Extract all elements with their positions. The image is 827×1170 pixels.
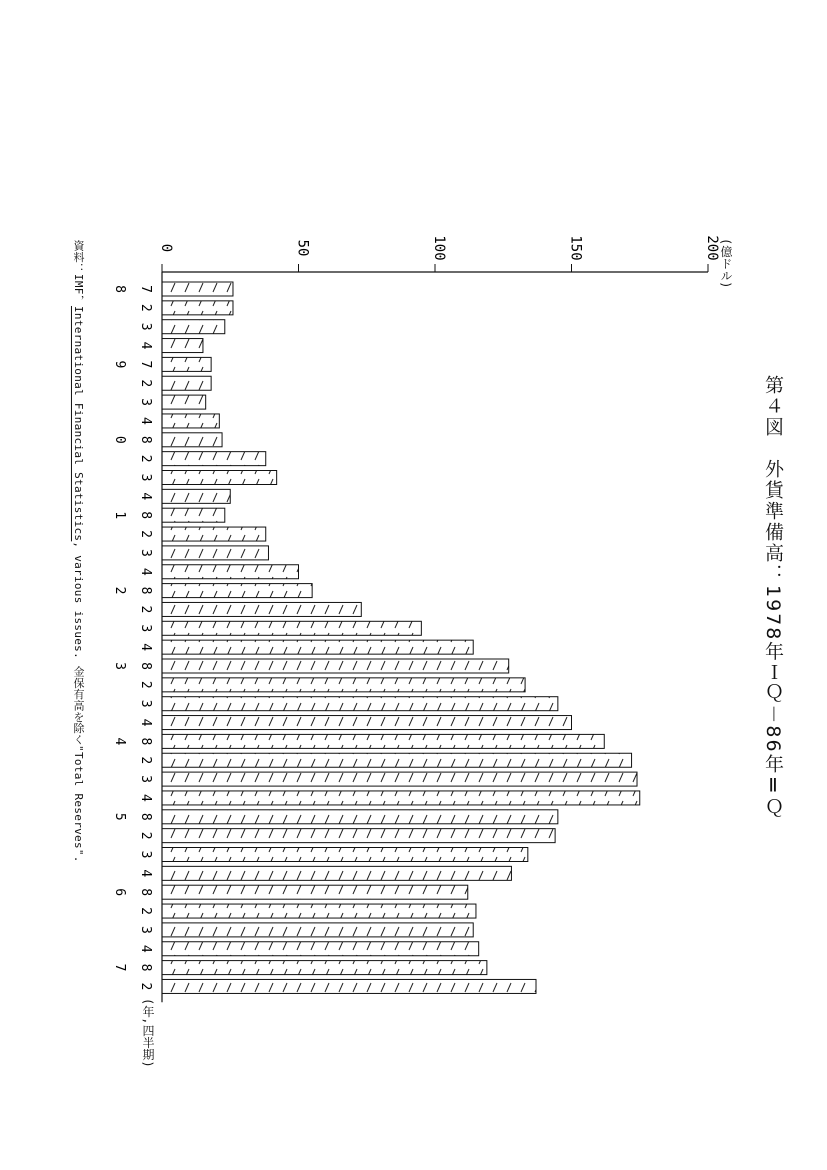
bar	[162, 320, 225, 334]
category-tick-label: 3	[138, 850, 153, 859]
year-label: 3	[112, 662, 127, 670]
category-labels	[138, 285, 153, 990]
category-tick-label: 4	[138, 643, 153, 652]
bar	[162, 452, 266, 466]
source-publication: International Financial Statistics	[72, 305, 85, 542]
category-tick-label: 3	[138, 398, 153, 407]
bar	[162, 961, 487, 975]
category-tick-label: 3	[138, 775, 153, 784]
category-tick-label: 2	[138, 831, 153, 840]
bar	[162, 716, 572, 730]
year-label: 7	[112, 963, 127, 972]
bar	[162, 979, 536, 993]
bar	[162, 678, 525, 692]
year-label: 1	[112, 511, 127, 520]
category-tick-label: 8	[138, 812, 153, 821]
year-label: 5	[112, 812, 127, 821]
category-tick-label: 8	[138, 963, 153, 972]
category-tick-label: 2	[138, 303, 153, 312]
category-tick-label: 3	[138, 322, 153, 331]
category-tick-label: 2	[138, 680, 153, 689]
chart-title: 第４図 外貨準備高：1978年ＩＱ－86年ⅡＱ	[762, 375, 784, 820]
bar	[162, 848, 528, 862]
value-tick-label: 150	[567, 235, 584, 261]
bar	[162, 508, 225, 522]
year-label: 2	[112, 586, 127, 595]
bar	[162, 734, 604, 748]
category-tick-label: 2	[138, 530, 153, 538]
bar	[162, 753, 632, 767]
year-label: 9	[112, 360, 127, 369]
bar	[162, 546, 268, 560]
value-tick-label: 100	[431, 235, 447, 261]
category-tick-label: 2	[138, 982, 153, 991]
bar	[162, 527, 266, 541]
category-tick-label: 3	[138, 473, 153, 482]
category-tick-label: 4	[138, 567, 153, 576]
category-tick-label: 8	[138, 888, 153, 897]
bar	[162, 584, 312, 598]
bar	[162, 697, 558, 711]
category-tick-label: 2	[138, 907, 153, 915]
year-label: 6	[112, 888, 127, 897]
category-tick-label: 4	[138, 718, 153, 727]
category-unit-label: (年,四半期)	[141, 998, 155, 1068]
bar	[162, 659, 509, 673]
year-label: 0	[112, 435, 127, 444]
bar	[162, 301, 233, 315]
bar	[162, 942, 479, 956]
source-suffix: , various issues. 金保有高を除く"Total Reserves".	[72, 541, 85, 863]
bar	[162, 866, 511, 880]
bar	[162, 339, 203, 353]
category-tick-label: 4	[138, 794, 153, 802]
bar	[162, 923, 473, 937]
category-tick-label: 3	[138, 925, 153, 934]
bar	[162, 791, 640, 805]
bar	[162, 810, 558, 824]
source-note	[70, 240, 86, 863]
value-tick-label: 0	[158, 243, 174, 253]
bar	[162, 414, 219, 428]
bar	[162, 885, 468, 899]
bar	[162, 621, 421, 635]
category-tick-label: 3	[138, 699, 153, 708]
value-tick-label: 50	[294, 239, 311, 257]
category-tick-label: 2	[138, 379, 153, 388]
category-tick-label: 8	[138, 511, 153, 520]
category-tick-label: 8	[138, 435, 153, 444]
category-tick-label: 2	[138, 756, 153, 765]
value-ticks	[158, 235, 720, 272]
source-prefix: 資料：IMF，	[72, 240, 85, 306]
bar	[162, 829, 555, 843]
bar	[162, 376, 211, 390]
bar	[162, 282, 233, 296]
bar	[162, 772, 637, 786]
value-tick-label: 200	[704, 235, 720, 261]
category-tick-label: 4	[138, 341, 153, 350]
category-tick-label: 3	[138, 624, 153, 633]
category-tick-label: 2	[138, 454, 153, 463]
year-labels	[112, 285, 127, 971]
value-unit-label: (億ドル)	[719, 238, 733, 289]
category-tick-label: 4	[138, 944, 153, 953]
bar	[162, 489, 230, 503]
category-tick-label: 2	[138, 605, 153, 614]
category-tick-label: 3	[138, 548, 153, 557]
bar	[162, 602, 361, 616]
category-tick-label: 4	[138, 492, 153, 501]
year-label: 8	[112, 285, 127, 293]
category-tick-label: 8	[138, 586, 153, 595]
category-tick-label: 4	[138, 869, 153, 878]
category-tick-label: 4	[138, 417, 153, 425]
bar	[162, 640, 473, 654]
category-tick-label: 8	[138, 662, 153, 670]
bar	[162, 357, 211, 371]
year-label: 4	[112, 737, 127, 746]
bar	[162, 565, 299, 579]
bar	[162, 433, 222, 447]
category-tick-label: 8	[138, 737, 153, 746]
category-tick-label: 7	[138, 285, 153, 293]
bar	[162, 471, 277, 485]
bars	[162, 282, 640, 993]
category-tick-label: 7	[138, 360, 153, 369]
bar	[162, 395, 206, 409]
bar	[162, 904, 476, 918]
